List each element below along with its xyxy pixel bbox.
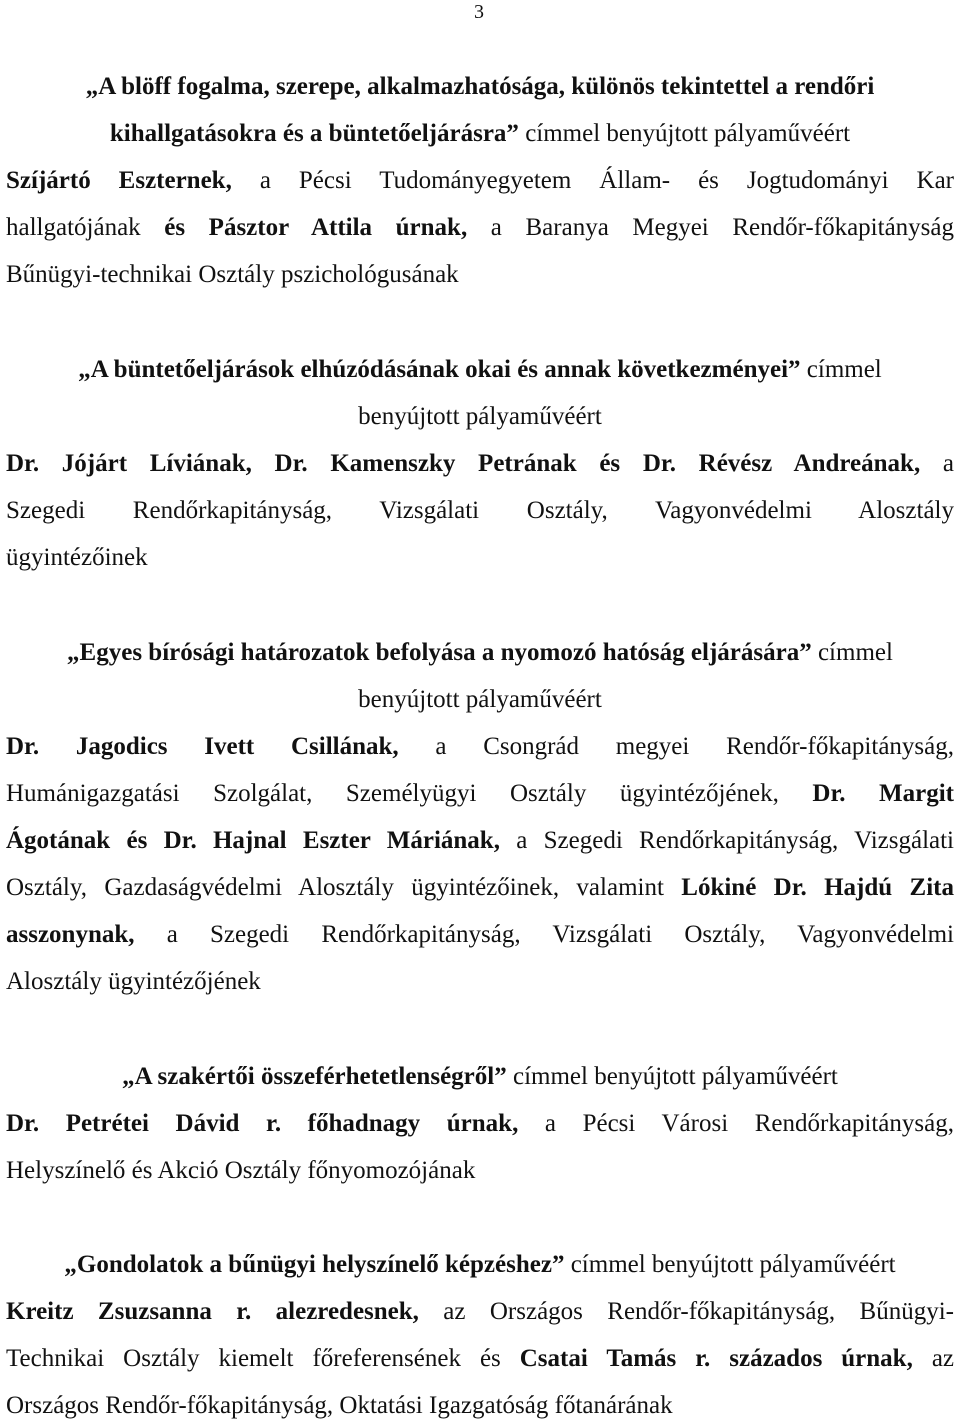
entry-title-line: benyújtott pályaművéért <box>358 403 602 430</box>
recipient-line: Dr. Jójárt Líviának, Dr. Kamenszky Petrának és Dr. Révész Andreának, a <box>6 450 954 477</box>
recipient-line: Dr. Petrétei Dávid r. főhadnagy úrnak, a Pécsi Városi Rendőrkapitányság, <box>6 1110 954 1137</box>
entry-title-line: „Gondolatok a bűnügyi helyszínelő képzéshez” címmel benyújtott pályaművéért <box>64 1251 896 1278</box>
recipient-line: Dr. Jagodics Ivett Csillának, a Csongrád megyei Rendőr-főkapitányság, <box>6 733 954 760</box>
recipient-line: Humánigazgatási Szolgálat, Személyügyi Osztály ügyintézőjének, Dr. Margit <box>6 780 954 807</box>
recipient-line: Alosztály ügyintézőjének <box>6 968 261 995</box>
recipient-line: Technikai Osztály kiemelt főreferensének és Csatai Tamás r. százados úrnak, az <box>6 1345 955 1372</box>
recipient-line: Kreitz Zsuzsanna r. alezredesnek, az Országos Rendőr-főkapitányság, Bűnügyi- <box>6 1298 955 1325</box>
recipient-line: Szíjártó Eszternek, a Pécsi Tudományegyetem Állam- és Jogtudományi Kar <box>6 167 954 194</box>
recipient-line: asszonynak, a Szegedi Rendőrkapitányság, Vizsgálati Osztály, Vagyonvédelmi <box>6 921 954 948</box>
recipient-line: Bűnügyi-technikai Osztály pszichológusának <box>6 261 459 288</box>
recipient-line: Osztály, Gazdaságvédelmi Alosztály ügyintézőinek, valamint Lókiné Dr. Hajdú Zita <box>6 874 954 901</box>
entry-title-line: „A blöff fogalma, szerepe, alkalmazhatósága, különös tekintettel a rendőri <box>85 73 875 100</box>
entry-title-line: „A szakértői összeférhetetlenségről” címmel benyújtott pályaművéért <box>122 1063 838 1090</box>
entry-title-line: benyújtott pályaművéért <box>358 686 602 713</box>
recipient-line: Helyszínelő és Akció Osztály főnyomozójának <box>6 1157 476 1184</box>
entry-title-line: „Egyes bírósági határozatok befolyása a nyomozó hatóság eljárására” címmel <box>67 639 893 666</box>
recipient-line: hallgatójának és Pásztor Attila úrnak, a Baranya Megyei Rendőr-főkapitányság <box>6 214 954 241</box>
entry-title-line: „A büntetőeljárások elhúzódásának okai és annak következményei” címmel <box>78 356 882 383</box>
entry-title-line: kihallgatásokra és a büntetőeljárásra” címmel benyújtott pályaművéért <box>109 120 851 147</box>
page-number: 3 <box>474 1 484 23</box>
recipient-line: ügyintézőinek <box>6 544 148 571</box>
recipient-line: Országos Rendőr-főkapitányság, Oktatási Igazgatóság főtanárának <box>6 1392 673 1419</box>
recipient-line: Szegedi Rendőrkapitányság, Vizsgálati Osztály, Vagyonvédelmi Alosztály <box>6 497 954 524</box>
recipient-line: Ágotának és Dr. Hajnal Eszter Máriának, a Szegedi Rendőrkapitányság, Vizsgálati <box>6 827 954 854</box>
